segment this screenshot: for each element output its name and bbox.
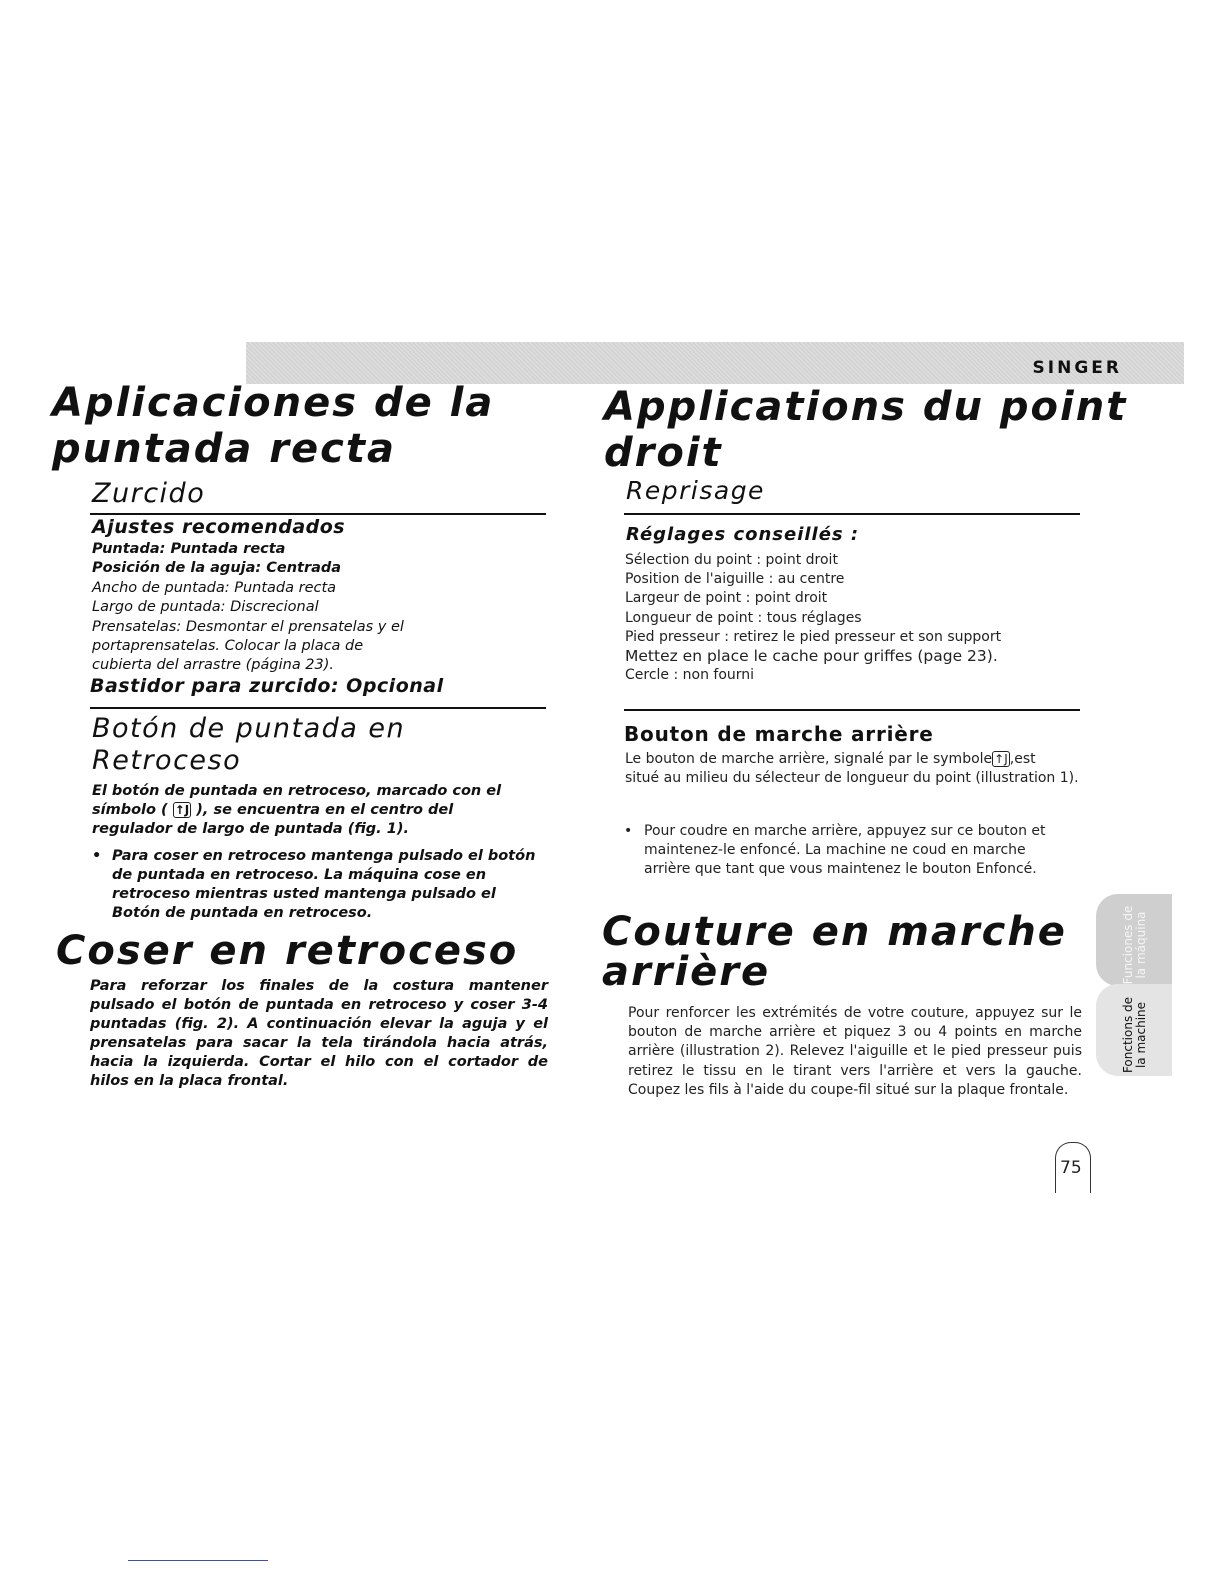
fr-setting-largeur: Largeur de point : point droit: [625, 590, 828, 607]
bullet-icon: •: [624, 823, 633, 839]
es-bullet-line2: de puntada en retroceso. La máquina cose en: [112, 867, 487, 883]
fr-setting-longueur: Longueur de point : tous réglages: [625, 609, 862, 626]
es-zurcido-heading: Zurcido: [92, 478, 206, 509]
tab-funciones-label: Funciones de la máquina: [1121, 905, 1148, 985]
fr-reprisage-heading: Reprisage: [626, 476, 765, 505]
bullet-icon: •: [92, 848, 102, 864]
es-bastidor: Bastidor para zurcido: Opcional: [90, 675, 444, 697]
es-setting-puntada: Puntada: Puntada recta: [92, 541, 286, 557]
es-setting-largo: Largo de puntada: Discrecional: [92, 599, 319, 616]
es-bullet-line1: Para coser en retroceso mantenga pulsado el botón: [112, 848, 536, 864]
es-boton-para-line2: [92, 801, 548, 820]
es-settings-list: [92, 540, 404, 676]
es-boton-para-post: ), se encuentra en el centro del: [191, 802, 454, 818]
es-boton-para-line3: regulador de largo de puntada (fig. 1).: [92, 821, 409, 837]
bottom-divider: [128, 1560, 268, 1561]
page-number: 75: [1060, 1158, 1082, 1178]
fr-bouton-rule: [624, 709, 1080, 711]
es-page-title: [52, 380, 494, 472]
fr-bouton-paragraph: [625, 750, 1081, 788]
es-coser-paragraph: Para reforzar los finales de la costura mantener pulsado el botón de puntada en retroceso y coser 3-4 puntadas (fig. 2). A continuación elevar la aguja y el prensatelas para sacar la tela tirándola hacia atrás, hacia la izquierda. Cortar el hilo con el cortador de hilos en la placa frontal.: [90, 978, 548, 1089]
reverse-stitch-icon: ↑J: [994, 752, 1008, 766]
fr-setting-cercle: Cercle : non fourni: [625, 667, 755, 684]
fr-setting-position: Position de l'aiguille : au centre: [625, 571, 845, 588]
es-coser-heading: Coser en retroceso: [56, 928, 519, 974]
es-setting-prensatelas-3: cubierta del arrastre (página 23).: [92, 657, 335, 674]
fr-bouton-para-post: ,est: [1009, 751, 1036, 767]
fr-bouton-para-line1: [625, 750, 1081, 769]
fr-bouton-para-rest: situé au milieu du sélecteur de longueur du point (illustration 1).: [625, 770, 1079, 787]
reverse-stitch-icon: ↑J: [174, 803, 190, 817]
es-boton-para-pre: símbolo (: [92, 802, 173, 818]
tab-funciones[interactable]: [1096, 894, 1172, 986]
tab-fonctions-label: Fonctions de la machine: [1121, 996, 1148, 1074]
fr-reprisage-rule: [624, 513, 1080, 515]
fr-couture-line1: Couture en marche: [602, 909, 1067, 955]
brand-logo: SINGER: [1032, 358, 1122, 378]
fr-bouton-bullet-text: Pour coudre en marche arrière, appuyez sur ce bouton et maintenez-le enfoncé. La machine ne coud en marche arrière que tant que vous maintenez le bouton Enfoncé.: [644, 823, 1046, 878]
tab-fonctions[interactable]: [1096, 984, 1172, 1076]
es-boton-heading-line2: Retroceso: [92, 745, 242, 776]
fr-setting-cache: Mettez en place le cache pour griffes (page 23).: [625, 647, 998, 666]
fr-bouton-para-pre: Le bouton de marche arrière, signalé par le symbole: [625, 751, 993, 767]
es-setting-prensatelas: Prensatelas: Desmontar el prensatelas y el: [92, 618, 404, 635]
fr-settings-list: [625, 551, 1001, 685]
es-boton-heading: [92, 713, 405, 777]
es-boton-paragraph: [92, 782, 548, 839]
es-setting-ancho: Ancho de puntada: Puntada recta: [92, 579, 337, 596]
fr-bouton-heading: Bouton de marche arrière: [624, 722, 934, 746]
fr-title-line1: Applications du point: [604, 384, 1128, 430]
es-title-line1: Aplicaciones de la: [52, 380, 495, 426]
fr-title-line2: droit: [604, 430, 723, 476]
es-ajustes-heading: Ajustes recomendados: [92, 516, 346, 538]
es-bullet-line4: Botón de puntada en retroceso.: [112, 905, 373, 921]
es-boton-para-line1: El botón de puntada en retroceso, marcado con el: [92, 783, 502, 799]
es-zurcido-rule: [90, 513, 546, 515]
es-boton-bullet: [92, 847, 548, 923]
es-boton-heading-line1: Botón de puntada en: [92, 713, 406, 744]
fr-couture-paragraph: Pour renforcer les extrémités de votre couture, appuyez sur le bouton de marche arrière et piquez 3 ou 4 points en marche arrière (illustration 2). Relevez l'aiguille et le pied presseur puis retirez le tissu en le tirant vers l'arrière et vers la gauche. Coupez les fils à l'aide du coupe-fil situé sur la plaque frontale.: [628, 1005, 1082, 1098]
fr-page-title: [604, 384, 1127, 476]
fr-setting-selection: Sélection du point : point droit: [625, 552, 838, 568]
fr-couture-heading: [602, 909, 1067, 995]
es-setting-prensatelas-2: portaprensatelas. Colocar la placa de: [92, 638, 364, 655]
fr-setting-pied: Pied presseur : retirez le pied presseur et son support: [625, 628, 1002, 645]
fr-bouton-bullet: [624, 822, 1074, 880]
es-setting-posicion: Posición de la aguja: Centrada: [92, 560, 342, 577]
es-boton-rule: [90, 707, 546, 709]
es-title-line2: puntada recta: [52, 426, 396, 472]
fr-reglages-heading: Réglages conseillés :: [626, 524, 860, 545]
fr-couture-line2: arrière: [602, 949, 771, 995]
es-bullet-line3: retroceso mientras usted mantenga pulsado el: [112, 886, 496, 902]
